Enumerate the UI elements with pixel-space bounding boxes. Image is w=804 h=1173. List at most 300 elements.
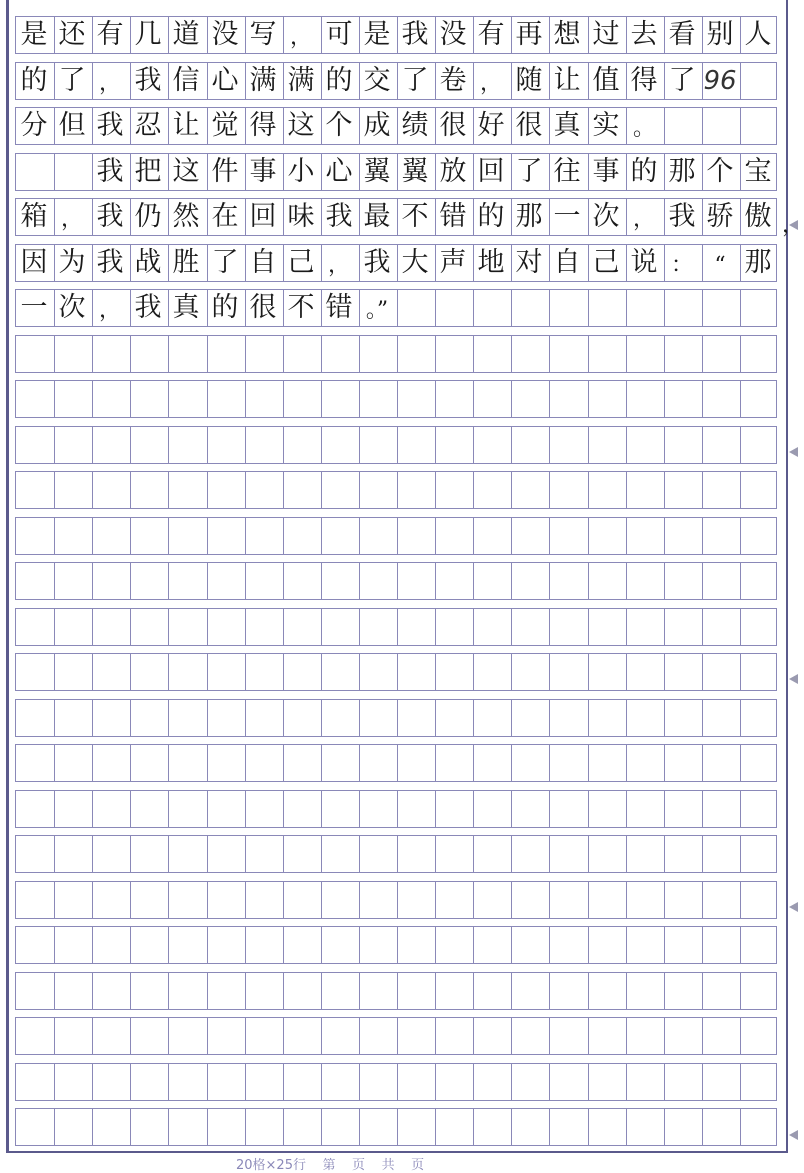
grid-cell-divider	[588, 518, 589, 554]
grid-character: 实	[592, 110, 620, 141]
grid-cell-divider	[397, 1018, 398, 1054]
grid-character: 不	[401, 201, 429, 232]
grid-cell-divider	[588, 1064, 589, 1100]
grid-row	[15, 926, 777, 964]
grid-character: 忍	[134, 110, 162, 141]
grid-cell-divider	[321, 563, 322, 599]
grid-row	[15, 380, 777, 418]
grid-row	[15, 835, 777, 873]
grid-cell-divider	[473, 518, 474, 554]
grid-cell-divider	[245, 1018, 246, 1054]
grid-cell-divider	[359, 927, 360, 963]
grid-cell-divider	[549, 1018, 550, 1054]
grid-cell-divider	[549, 700, 550, 736]
grid-cell-divider	[130, 1064, 131, 1100]
grid-character: 我	[96, 201, 124, 232]
grid-character: 好	[477, 110, 505, 141]
grid-character: 心	[211, 65, 239, 96]
grid-cell-divider	[397, 609, 398, 645]
grid-cell-divider	[168, 518, 169, 554]
grid-cell-divider	[92, 336, 93, 372]
grid-cell-divider	[664, 609, 665, 645]
grid-cell-divider	[549, 563, 550, 599]
grid-cell-divider	[664, 654, 665, 690]
grid-cell-divider	[130, 836, 131, 872]
grid-character: 人	[744, 19, 772, 50]
grid-cell-divider	[130, 427, 131, 463]
grid-cell-divider	[245, 927, 246, 963]
grid-cell-divider	[92, 1018, 93, 1054]
grid-character: 很	[249, 292, 277, 323]
grid-cell-divider	[207, 882, 208, 918]
page-marker-icon	[789, 447, 798, 457]
grid-character: 但	[58, 110, 86, 141]
grid-cell-divider	[245, 700, 246, 736]
grid-cell-divider	[664, 836, 665, 872]
grid-character: 可	[325, 19, 353, 50]
grid-cell-divider	[511, 791, 512, 827]
grid-cell-divider	[664, 745, 665, 781]
grid-cell-divider	[130, 973, 131, 1009]
grid-character: ，	[60, 207, 83, 232]
grid-character: 我	[134, 292, 162, 323]
grid-character: 我	[96, 156, 124, 187]
grid-cell-divider	[283, 927, 284, 963]
grid-cell-divider	[54, 927, 55, 963]
grid-cell-divider	[54, 700, 55, 736]
grid-character: 那	[515, 201, 543, 232]
grid-cell-divider	[168, 609, 169, 645]
grid-cell-divider	[740, 336, 741, 372]
grid-cell-divider	[626, 472, 627, 508]
grid-cell-divider	[168, 654, 169, 690]
grid-character: 说	[630, 247, 658, 278]
grid-cell-divider	[473, 791, 474, 827]
grid-character: 满	[287, 65, 315, 96]
grid-cell-divider	[359, 745, 360, 781]
grid-character: 了	[668, 65, 696, 96]
grid-cell-divider	[664, 563, 665, 599]
grid-cell-divider	[130, 927, 131, 963]
grid-character: 自	[249, 247, 277, 278]
grid-cell-divider	[473, 1109, 474, 1145]
grid-cell-divider	[549, 609, 550, 645]
grid-character: 次	[592, 201, 620, 232]
grid-character: 了	[401, 65, 429, 96]
grid-cell-divider	[740, 791, 741, 827]
grid-cell-divider	[549, 927, 550, 963]
grid-character: ，	[98, 71, 121, 96]
grid-cell-divider	[92, 381, 93, 417]
grid-character: 仍	[134, 201, 162, 232]
grid-cell-divider	[283, 381, 284, 417]
grid-cell-divider	[473, 472, 474, 508]
grid-character: 自	[553, 247, 581, 278]
grid-character: 得	[630, 65, 658, 96]
grid-character: 看	[668, 19, 696, 50]
grid-character: 值	[592, 65, 620, 96]
grid-character: 最	[363, 201, 391, 232]
grid-cell-divider	[664, 336, 665, 372]
grid-cell-divider	[245, 336, 246, 372]
grid-cell-divider	[92, 927, 93, 963]
grid-cell-divider	[435, 927, 436, 963]
grid-cell-divider	[702, 654, 703, 690]
grid-cell-divider	[207, 518, 208, 554]
grid-cell-divider	[245, 609, 246, 645]
grid-cell-divider	[54, 1109, 55, 1145]
grid-character: 的	[325, 65, 353, 96]
grid-cell-divider	[92, 700, 93, 736]
grid-character: 回	[477, 156, 505, 187]
grid-cell-divider	[511, 700, 512, 736]
grid-row	[15, 744, 777, 782]
grid-row	[15, 1063, 777, 1101]
grid-cell-divider	[321, 1064, 322, 1100]
grid-cell-divider	[321, 882, 322, 918]
grid-cell-divider	[588, 336, 589, 372]
grid-character: 己	[592, 247, 620, 278]
grid-cell-divider	[321, 654, 322, 690]
grid-cell-divider	[588, 1018, 589, 1054]
grid-character: ，	[479, 71, 502, 96]
grid-cell-divider	[588, 745, 589, 781]
grid-cell-divider	[397, 381, 398, 417]
grid-cell-divider	[54, 1018, 55, 1054]
grid-character: 然	[172, 201, 200, 232]
grid-cell-divider	[626, 973, 627, 1009]
grid-cell-divider	[549, 745, 550, 781]
grid-cell-divider	[397, 745, 398, 781]
grid-cell-divider	[130, 1018, 131, 1054]
grid-character: “	[714, 253, 726, 278]
grid-cell-divider	[549, 381, 550, 417]
grid-cell-divider	[54, 518, 55, 554]
grid-cell-divider	[359, 836, 360, 872]
grid-cell-divider	[511, 336, 512, 372]
grid-cell-divider	[168, 472, 169, 508]
grid-character: 成	[363, 110, 391, 141]
grid-cell-divider	[359, 882, 360, 918]
grid-cell-divider	[435, 882, 436, 918]
grid-cell-divider	[168, 1018, 169, 1054]
grid-character: 错	[439, 201, 467, 232]
grid-cell-divider	[54, 154, 55, 190]
grid-cell-divider	[359, 1109, 360, 1145]
grid-cell-divider	[92, 1109, 93, 1145]
grid-character: 在	[211, 201, 239, 232]
grid-cell-divider	[511, 927, 512, 963]
grid-cell-divider	[207, 973, 208, 1009]
grid-cell-divider	[664, 1018, 665, 1054]
grid-cell-divider	[435, 381, 436, 417]
grid-cell-divider	[130, 563, 131, 599]
grid-cell-divider	[702, 1064, 703, 1100]
grid-cell-divider	[626, 518, 627, 554]
grid-character: 几	[134, 19, 162, 50]
page-marker-icon	[789, 674, 798, 684]
grid-cell-divider	[740, 518, 741, 554]
grid-cell-divider	[626, 563, 627, 599]
grid-cell-divider	[130, 609, 131, 645]
grid-cell-divider	[54, 381, 55, 417]
grid-cell-divider	[435, 745, 436, 781]
grid-cell-divider	[473, 1018, 474, 1054]
grid-character: 。	[632, 116, 655, 141]
grid-cell-divider	[549, 1109, 550, 1145]
grid-character: 事	[592, 156, 620, 187]
grid-cell-divider	[359, 563, 360, 599]
grid-cell-divider	[740, 882, 741, 918]
grid-cell-divider	[168, 1064, 169, 1100]
grid-cell-divider	[740, 973, 741, 1009]
grid-cell-divider	[168, 927, 169, 963]
grid-cell-divider	[207, 700, 208, 736]
grid-cell-divider	[702, 791, 703, 827]
grid-cell-divider	[207, 563, 208, 599]
grid-cell-divider	[245, 472, 246, 508]
grid-cell-divider	[168, 700, 169, 736]
grid-cell-divider	[321, 336, 322, 372]
grid-cell-divider	[283, 1018, 284, 1054]
grid-cell-divider	[207, 381, 208, 417]
grid-cell-divider	[511, 882, 512, 918]
grid-cell-divider	[664, 700, 665, 736]
grid-cell-divider	[588, 700, 589, 736]
grid-row	[15, 335, 777, 373]
grid-character: 绩	[401, 110, 429, 141]
grid-cell-divider	[130, 654, 131, 690]
grid-cell-divider	[168, 836, 169, 872]
grid-cell-divider	[740, 700, 741, 736]
grid-cell-divider	[702, 836, 703, 872]
grid-cell-divider	[168, 427, 169, 463]
grid-cell-divider	[435, 427, 436, 463]
grid-cell-divider	[626, 700, 627, 736]
grid-cell-divider	[397, 427, 398, 463]
grid-character: 回	[249, 201, 277, 232]
grid-cell-divider	[92, 836, 93, 872]
grid-cell-divider	[626, 1064, 627, 1100]
grid-character: 再	[515, 19, 543, 50]
grid-cell-divider	[435, 1018, 436, 1054]
grid-cell-divider	[130, 791, 131, 827]
grid-cell-divider	[54, 654, 55, 690]
grid-cell-divider	[245, 973, 246, 1009]
grid-cell-divider	[321, 973, 322, 1009]
grid-cell-divider	[588, 1109, 589, 1145]
grid-cell-divider	[588, 654, 589, 690]
grid-cell-divider	[740, 1109, 741, 1145]
grid-cell-divider	[473, 700, 474, 736]
grid-cell-divider	[245, 882, 246, 918]
grid-character: 去	[630, 19, 658, 50]
grid-cell-divider	[626, 791, 627, 827]
grid-cell-divider	[473, 745, 474, 781]
grid-cell-divider	[92, 882, 93, 918]
grid-character: 因	[20, 247, 48, 278]
grid-cell-divider	[702, 518, 703, 554]
grid-cell-divider	[54, 609, 55, 645]
grid-cell-divider	[549, 973, 550, 1009]
grid-cell-divider	[92, 1064, 93, 1100]
grid-cell-divider	[92, 791, 93, 827]
grid-cell-divider	[283, 973, 284, 1009]
grid-cell-divider	[92, 563, 93, 599]
grid-cell-divider	[702, 973, 703, 1009]
grid-cell-divider	[473, 381, 474, 417]
grid-character: 的	[477, 201, 505, 232]
grid-cell-divider	[740, 654, 741, 690]
grid-cell-divider	[702, 381, 703, 417]
grid-cell-divider	[130, 336, 131, 372]
grid-cell-divider	[435, 609, 436, 645]
grid-character: 没	[211, 19, 239, 50]
grid-character: 写	[249, 19, 277, 50]
grid-row	[15, 471, 777, 509]
grid-cell-divider	[283, 836, 284, 872]
grid-cell-divider	[664, 882, 665, 918]
grid-cell-divider	[321, 1109, 322, 1145]
grid-cell-divider	[626, 836, 627, 872]
grid-cell-divider	[626, 654, 627, 690]
grid-character: 事	[249, 156, 277, 187]
grid-cell-divider	[473, 836, 474, 872]
grid-cell-divider	[321, 791, 322, 827]
grid-character: 真	[172, 292, 200, 323]
grid-cell-divider	[626, 290, 627, 326]
grid-cell-divider	[359, 1064, 360, 1100]
grid-cell-divider	[740, 609, 741, 645]
grid-character: 不	[287, 292, 315, 323]
grid-cell-divider	[702, 745, 703, 781]
grid-cell-divider	[283, 654, 284, 690]
grid-cell-divider	[168, 336, 169, 372]
grid-character: ，	[327, 253, 350, 278]
grid-character: 心	[325, 156, 353, 187]
grid-cell-divider	[740, 427, 741, 463]
grid-character: 还	[58, 19, 86, 50]
grid-cell-divider	[664, 518, 665, 554]
grid-character: 过	[592, 19, 620, 50]
grid-character: 我	[401, 19, 429, 50]
grid-cell-divider	[549, 336, 550, 372]
grid-character: 翼	[401, 156, 429, 187]
grid-character: 放	[439, 156, 467, 187]
grid-character: 我	[325, 201, 353, 232]
grid-cell-divider	[473, 290, 474, 326]
grid-cell-divider	[54, 791, 55, 827]
grid-cell-divider	[168, 791, 169, 827]
grid-cell-divider	[168, 745, 169, 781]
grid-cell-divider	[588, 836, 589, 872]
grid-character: 让	[553, 65, 581, 96]
grid-cell-divider	[321, 1018, 322, 1054]
grid-cell-divider	[435, 290, 436, 326]
grid-row	[15, 517, 777, 555]
grid-cell-divider	[435, 518, 436, 554]
grid-cell-divider	[664, 290, 665, 326]
grid-cell-divider	[283, 472, 284, 508]
grid-character: 。”	[365, 298, 389, 323]
grid-cell-divider	[664, 791, 665, 827]
grid-cell-divider	[92, 472, 93, 508]
grid-character: 这	[172, 156, 200, 187]
overflow-comma: ，	[782, 213, 804, 238]
grid-cell-divider	[359, 1018, 360, 1054]
page-marker-icon	[789, 1130, 798, 1140]
grid-cell-divider	[588, 472, 589, 508]
grid-cell-divider	[549, 518, 550, 554]
grid-cell-divider	[473, 427, 474, 463]
grid-cell-divider	[626, 336, 627, 372]
grid-character: 满	[249, 65, 277, 96]
grid-cell-divider	[283, 745, 284, 781]
grid-cell-divider	[511, 290, 512, 326]
grid-character: 次	[58, 292, 86, 323]
grid-cell-divider	[359, 336, 360, 372]
grid-cell-divider	[473, 927, 474, 963]
grid-cell-divider	[435, 1109, 436, 1145]
grid-cell-divider	[397, 563, 398, 599]
grid-cell-divider	[92, 745, 93, 781]
grid-cell-divider	[283, 791, 284, 827]
grid-character: 是	[20, 19, 48, 50]
grid-cell-divider	[664, 427, 665, 463]
grid-cell-divider	[664, 1064, 665, 1100]
grid-character: 战	[134, 247, 162, 278]
grid-cell-divider	[207, 654, 208, 690]
grid-cell-divider	[168, 381, 169, 417]
grid-cell-divider	[54, 745, 55, 781]
grid-character: 那	[744, 247, 772, 278]
grid-character: 为	[58, 247, 86, 278]
grid-cell-divider	[397, 1064, 398, 1100]
grid-cell-divider	[54, 1064, 55, 1100]
grid-cell-divider	[245, 836, 246, 872]
grid-row	[15, 972, 777, 1010]
grid-cell-divider	[359, 973, 360, 1009]
grid-cell-divider	[588, 927, 589, 963]
grid-character: 宝	[744, 156, 772, 187]
grid-character: 了	[515, 156, 543, 187]
grid-cell-divider	[397, 290, 398, 326]
grid-cell-divider	[626, 1018, 627, 1054]
grid-row	[15, 608, 777, 646]
grid-cell-divider	[359, 609, 360, 645]
grid-cell-divider	[397, 654, 398, 690]
grid-cell-divider	[588, 290, 589, 326]
grid-cell-divider	[92, 973, 93, 1009]
grid-cell-divider	[283, 1064, 284, 1100]
grid-cell-divider	[702, 927, 703, 963]
grid-cell-divider	[664, 973, 665, 1009]
grid-cell-divider	[626, 927, 627, 963]
grid-cell-divider	[321, 609, 322, 645]
grid-character: ：	[670, 253, 693, 278]
grid-character: 错	[325, 292, 353, 323]
grid-cell-divider	[435, 472, 436, 508]
grid-cell-divider	[435, 336, 436, 372]
grid-cell-divider	[626, 882, 627, 918]
grid-cell-divider	[283, 427, 284, 463]
grid-cell-divider	[664, 1109, 665, 1145]
grid-character: 大	[401, 247, 429, 278]
grid-cell-divider	[473, 882, 474, 918]
grid-cell-divider	[207, 336, 208, 372]
grid-character: 是	[363, 19, 391, 50]
grid-cell-divider	[359, 654, 360, 690]
